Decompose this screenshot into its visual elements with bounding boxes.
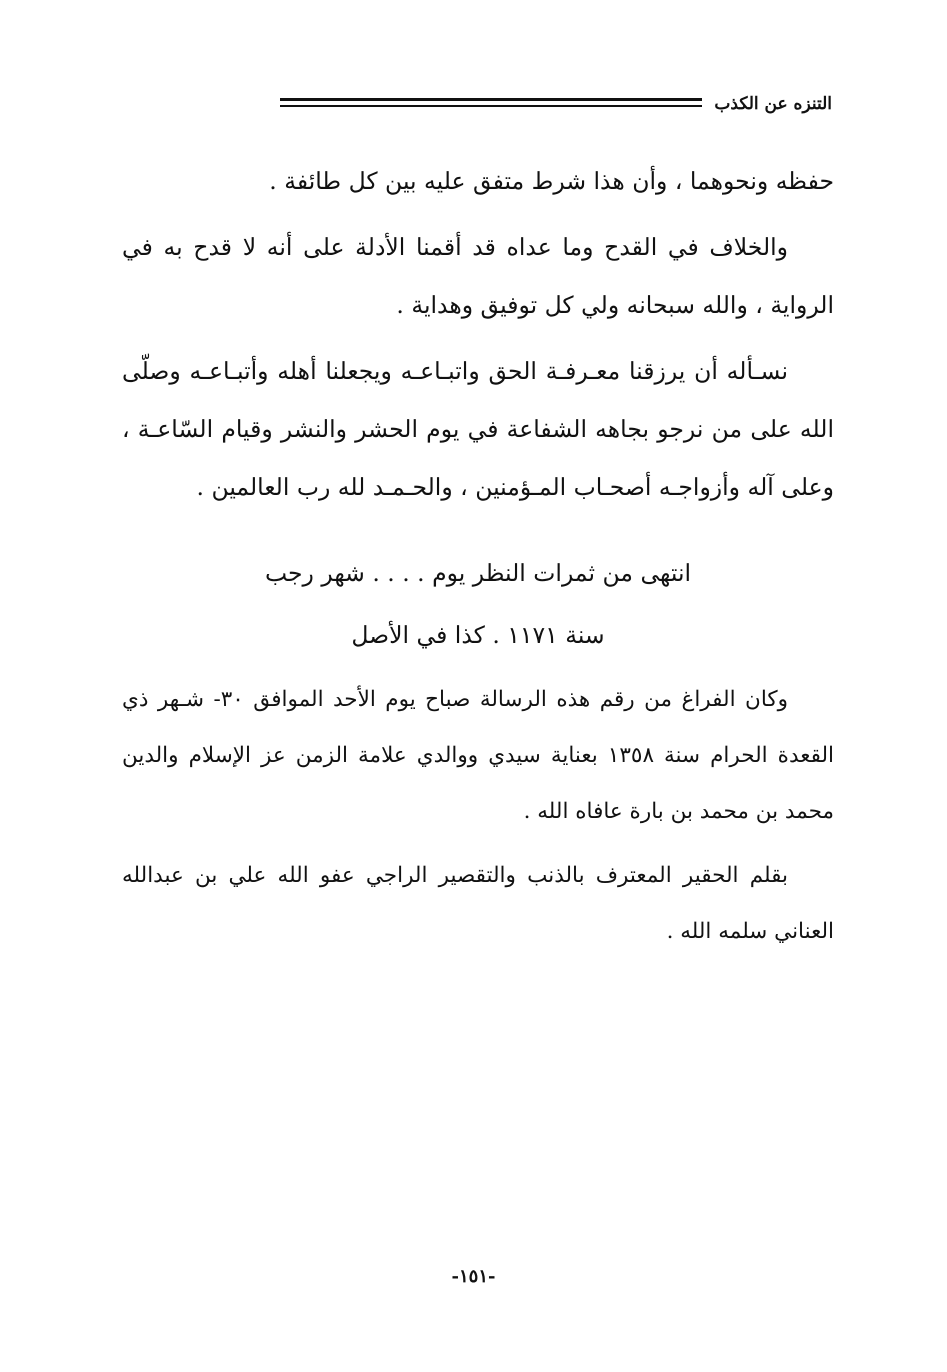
running-header-title: التنزه عن الكذب (714, 94, 832, 114)
header-double-rule (280, 98, 702, 107)
header-rule-thick (280, 98, 702, 101)
colophon-line-2: سنة ١١٧١ . كذا في الأصل (351, 621, 605, 649)
header-rule-thin (280, 105, 702, 107)
main-text (122, 152, 834, 960)
copyist-note-completion: وكان الفراغ من رقم هذه الرسالة صباح يوم الأحد الموافق ٣٠- شـهر ذي القعدة الحرام سنة ١٣٥٨ بعناية سيدي ووالدي علامة الزمن عز الإسلام والدين محمد بن محمد بن بارة عافاه الله . (122, 687, 835, 824)
colophon-line-1: انتهى من ثمرات النظر يوم . . . . شهر رجب (264, 559, 692, 587)
paragraph-criticism: والخلاف في القدح وما عداه قد أقمنا الأدلة على أنه لا قدح به في الرواية ، والله سبحانه ولي كل توفيق وهداية . (122, 233, 834, 319)
running-header (120, 92, 832, 122)
paragraph-supplication: نسـأله أن يرزقنا معـرفـة الحق واتبـاعـه ويجعلنا أهله وأتبـاعـه وصلّى الله على من نرجو بجاهه الشفاعة في يوم الحشر والنشر وقيام السّاعـة ، وعلى آله وأزواجـه أصحـاب المـؤمنين ، والحـمـد لله رب العالمين . (122, 357, 834, 501)
colophon (122, 542, 834, 666)
page-number: -١٥١- (451, 1266, 496, 1287)
paragraph-continuation: حفظه ونحوهما ، وأن هذا شرط متفق عليه بين كل طائفة . (269, 167, 834, 195)
copyist-note-signature: بقلم الحقير المعترف بالذنب والتقصير الراجي عفو الله علي بن عبدالله العناني سلمه الله . (122, 863, 834, 944)
